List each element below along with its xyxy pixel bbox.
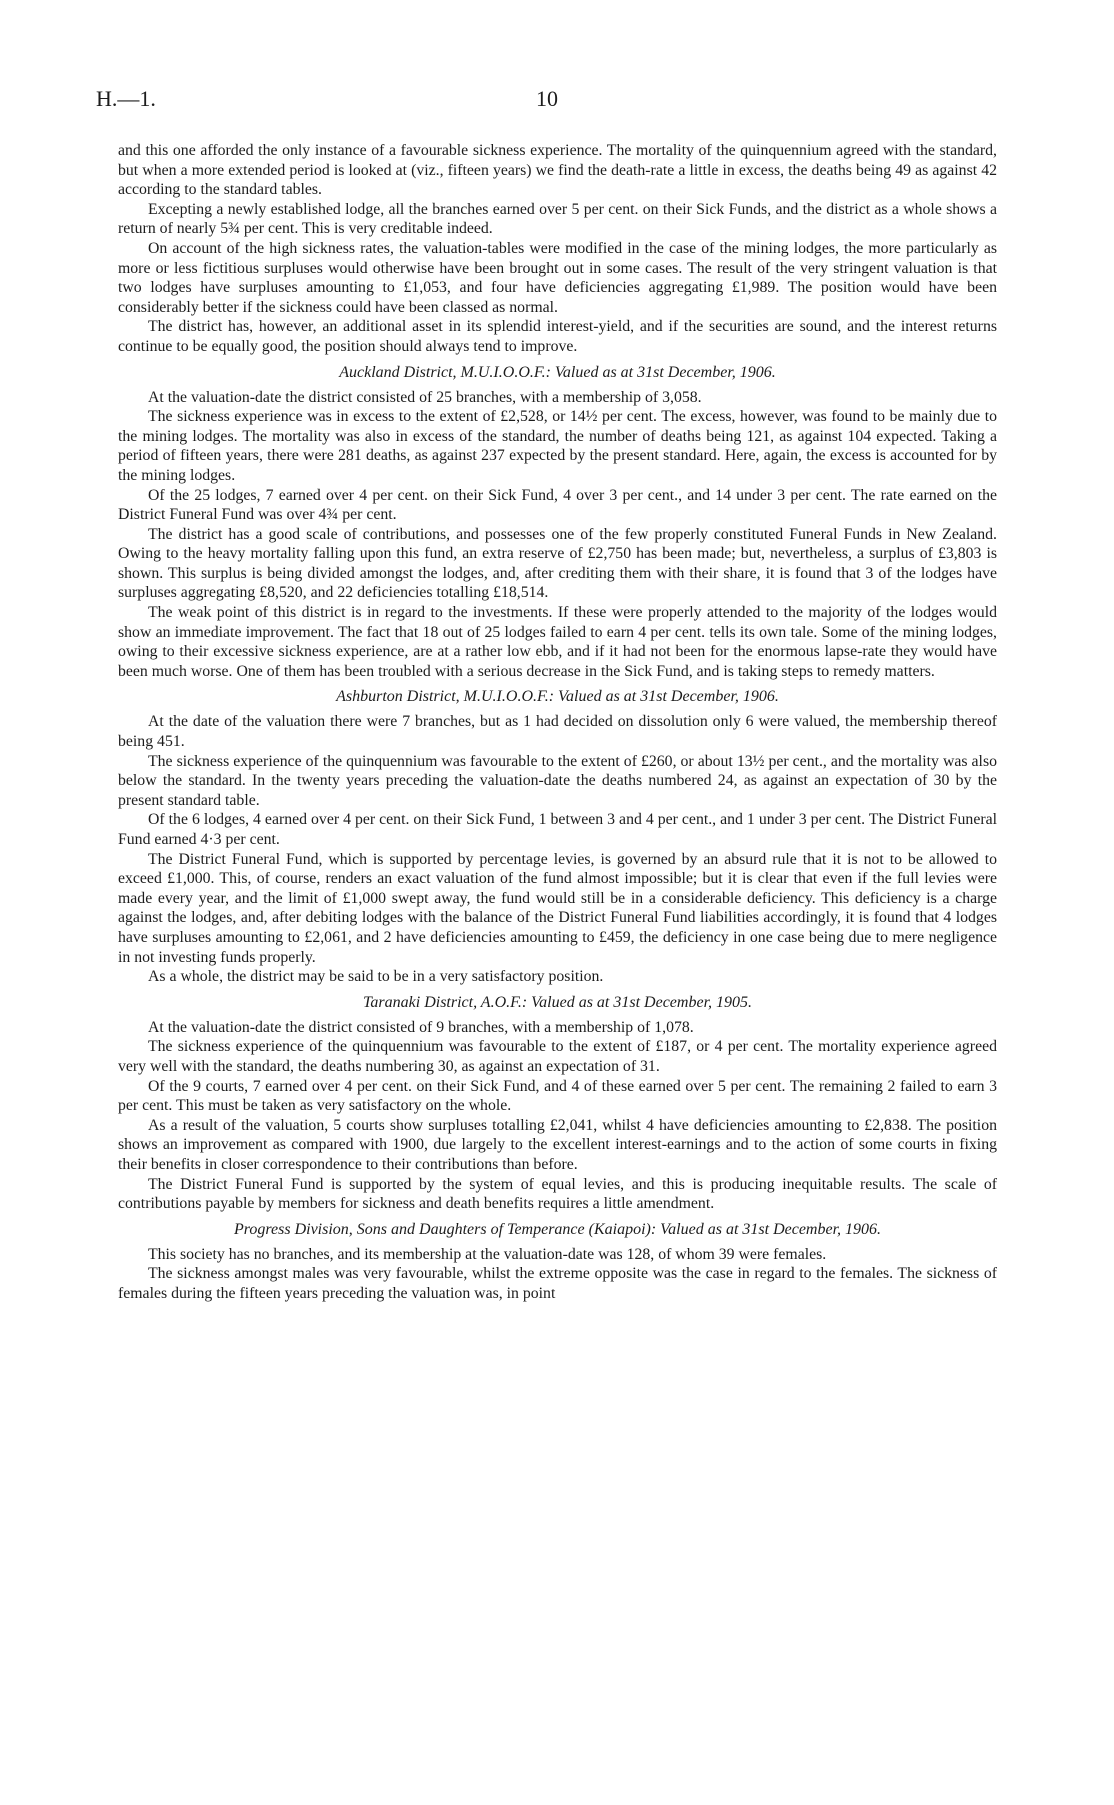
page-number: 10 — [536, 86, 558, 111]
paragraph: The District Funeral Fund is supported by the system of equal levies, and this is producing inequitable results. The scale of contributions payable by members for sickness and death benefits requires a little amendment. — [118, 1175, 997, 1213]
paragraph: Of the 9 courts, 7 earned over 4 per cent. on their Sick Fund, and 4 of these earned over 5 per cent. The remaining 2 failed to earn 3 per cent. This must be taken as very satisfactory on the whole. — [118, 1077, 997, 1115]
paragraph: The sickness experience of the quinquennium was favourable to the extent of £187, or 4 per cent. The mortality experience agreed very well with the standard, the deaths numbering 30, as against an expectation of 31. — [118, 1038, 997, 1075]
paragraph: This society has no branches, and its membership at the valuation-date was 128, of whom 39 were females. — [148, 1245, 827, 1263]
section-heading-auckland: Auckland District, M.U.I.O.O.F.: Valued as at 31st December, 1906. — [339, 363, 776, 381]
paragraph: As a result of the valuation, 5 courts show surpluses totalling £2,041, whilst 4 have deficiencies amounting to £2,838. The position shows an improvement as compared with 1900, due largely to the excellent interest-earnings and to the action of some courts in fixing their benefits in closer correspondence to their contributions than before. — [118, 1116, 997, 1173]
paragraph: The sickness experience was in excess to the extent of £2,528, or 14½ per cent. The excess, however, was found to be mainly due to the mining lodges. The mortality was also in excess of the standard, the number of deaths being 121, as against 104 expected. Taking a period of fifteen years, there were 281 deaths, as against 237 expected by the present standard. Here, again, the excess is accounted for by the mining lodges. — [118, 408, 997, 484]
paragraph: On account of the high sickness rates, the valuation-tables were modified in the case of the mining lodges, the more particularly as more or less fictitious surpluses would otherwise have been brought out in some cases. The result of the very stringent valuation is that two lodges have surpluses amounting to £1,053, and four have deficiencies aggregating £1,989. The position would have been considerably better if the sickness could have been classed as normal. — [118, 239, 997, 316]
paragraph: Of the 6 lodges, 4 earned over 4 per cent. on their Sick Fund, 1 between 3 and 4 per cent., and 1 under 3 per cent. The District Funeral Fund earned 4·3 per cent. — [118, 811, 997, 848]
paragraph: The District Funeral Fund, which is supported by percentage levies, is governed by an absurd rule that it is not to be allowed to exceed £1,000. This, of course, renders an exact valuation of the fund almost impossible; but it is clear that even if the full levies were made every year, and the limit of £1,000 swept away, the fund would still be in a considerable deficiency. This deficiency is a charge against the lodges, and, after debiting lodges with the balance of the District Funeral Fund liabilities accordingly, it is found that 4 lodges have surpluses amounting to £2,061, and 2 have deficiencies amounting to £459, the deficiency in one case being due to mere negligence in not investing funds properly. — [118, 850, 997, 966]
paragraph: The sickness amongst males was very favourable, whilst the extreme opposite was the case in regard to the females. The sickness of females during the fifteen years preceding the valuation was, in point — [118, 1265, 997, 1302]
section-heading-taranaki: Taranaki District, A.O.F.: Valued as at 31st December, 1905. — [362, 993, 753, 1011]
paragraph: At the valuation-date the district consisted of 25 branches, with a membership of 3,058. — [148, 388, 702, 406]
page-header — [96, 86, 1018, 116]
paragraph: The district has a good scale of contributions, and possesses one of the few properly constituted Funeral Funds in New Zealand. Owing to the heavy mortality falling upon this fund, an extra reserve of £2,750 has been made; but, nevertheless, a surplus of £3,803 is shown. This surplus is being divided amongst the lodges, and, after crediting them with their share, it is found that 3 of the lodges have surpluses aggregating £8,520, and 22 deficiencies totalling £18,514. — [118, 525, 997, 602]
paragraph: The sickness experience of the quinquennium was favourable to the extent of £260, or about 13½ per cent., and the mortality was also below the standard. In the twenty years preceding the valuation-date the deaths numbered 24, as against an expectation of 30 by the present standard table. — [118, 752, 997, 809]
section-heading-ashburton: Ashburton District, M.U.I.O.O.F.: Valued as at 31st December, 1906. — [336, 688, 779, 706]
paragraph: The district has, however, an additional asset in its splendid interest-yield, and if the securities are sound, and the interest returns continue to be equally good, the position should always tend to improve. — [118, 318, 997, 355]
paragraph: As a whole, the district may be said to be in a very satisfactory position. — [148, 968, 604, 986]
body-text — [118, 141, 997, 1303]
paragraph: Excepting a newly established lodge, all the branches earned over 5 per cent. on their Sick Funds, and the district as a whole shows a return of nearly 5¾ per cent. This is very creditable indeed. — [118, 200, 997, 238]
report-reference: H.—1. — [96, 86, 156, 111]
paragraph: and this one afforded the only instance of a favourable sickness experience. The mortality of the quinquennium agreed with the standard, but when a more extended period is looked at (viz., fifteen years) we find the death-rate a little in excess, the deaths being 49 as against 42 according to the standard tables. — [118, 142, 997, 199]
section-heading-progress-division: Progress Division, Sons and Daughters of Temperance (Kaiapoi): Valued as at 31st December, 1906. — [233, 1220, 882, 1238]
paragraph: The weak point of this district is in regard to the investments. If these were properly attended to the majority of the lodges would show an immediate improvement. The fact that 18 out of 25 lodges failed to earn 4 per cent. tells its own tale. Some of the mining lodges, owing to their excessive sickness experience, are at a rather low ebb, and if it had not been for the enormous lapse-rate they would have been much worse. One of them has been troubled with a serious decrease in the Sick Fund, and is taking steps to remedy matters. — [118, 604, 997, 680]
paragraph: At the valuation-date the district consisted of 9 branches, with a membership of 1,078. — [148, 1018, 694, 1036]
paragraph: Of the 25 lodges, 7 earned over 4 per cent. on their Sick Fund, 4 over 3 per cent., and 14 under 3 per cent. The rate earned on the District Funeral Fund was over 4¾ per cent. — [118, 486, 997, 524]
paragraph: At the date of the valuation there were 7 branches, but as 1 had decided on dissolution only 6 were valued, the membership thereof being 451. — [118, 713, 997, 751]
